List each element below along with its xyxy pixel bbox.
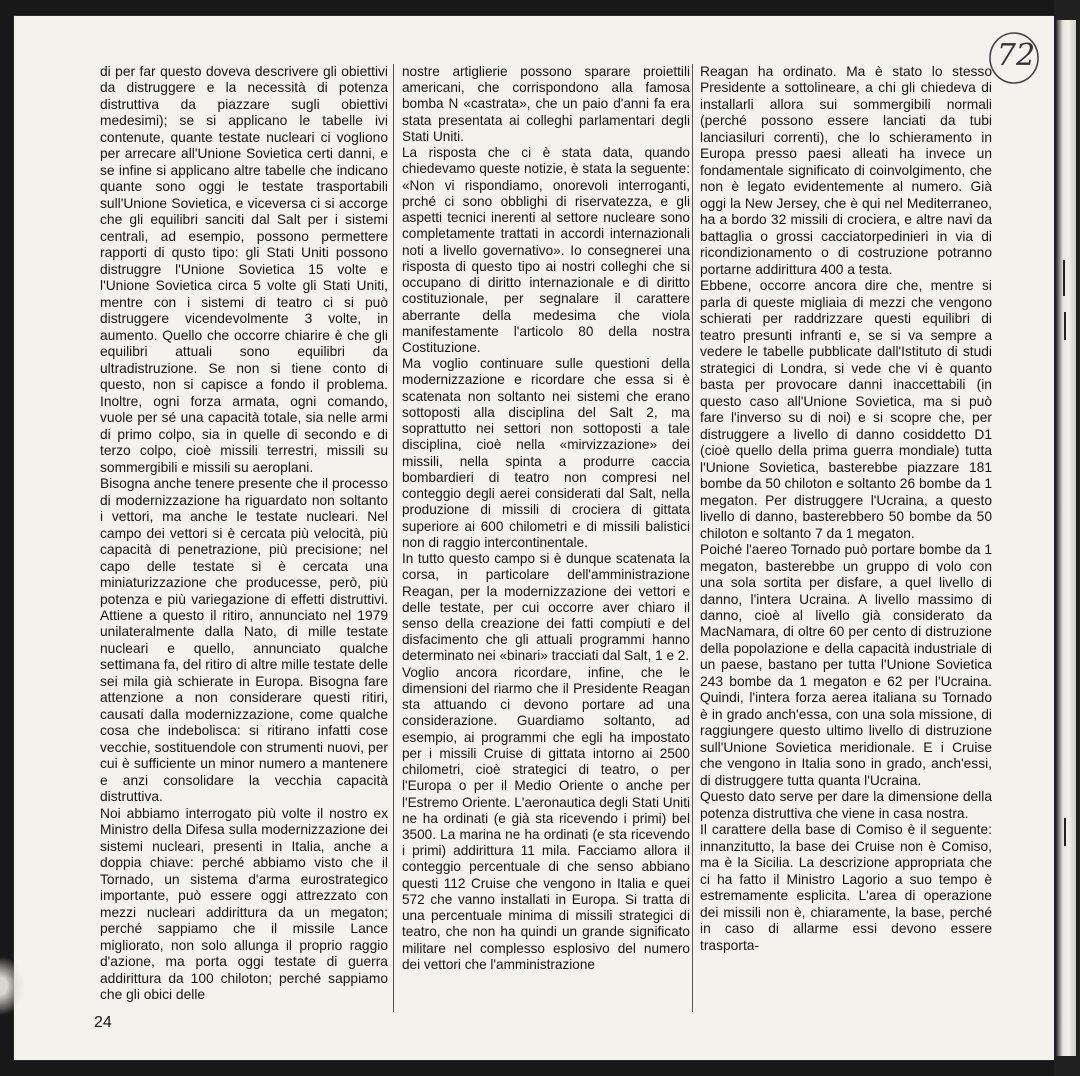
page-number: 24 bbox=[94, 1014, 112, 1031]
column-divider bbox=[393, 64, 394, 1012]
paragraph: Ebbene, occorre ancora dire che, mentre si parla di queste migliaia di mezzi che vengono schierati per raddrizzare questi equilibri di teatro presunti infranti e, se si va sempre a vedere le tabelle pubblicate dall'Istituto di studi strategici di Londra, si vede che vi è quanto basta per provocare danni inaccettabili (in questo caso all'Unione Sovietica, ma si può fare l'inverso su di noi) e si scopre che, per distruggere a livello di danno cosiddetto D1 (cioè quello della prima guerra mondiale) tutta l'Unione Sovietica, basterebbe piazzare 181 bombe da 50 chiloton e soltanto 26 bombe da 1 megaton. Per distruggere l'Ucraina, a questo livello di danno, basterebbero 50 bombe da 50 chiloton e soltanto 7 da 1 megaton. bbox=[700, 278, 992, 541]
text-column-3 bbox=[700, 64, 992, 954]
paragraph: In tutto questo campo si è dunque scatenata la corsa, in particolare dell'amministrazione Reagan, per la modernizzazione dei vettori e delle testate, per cui occorre aver chiaro il senso della creazione dei fatti compiuti e del disfacimento che gli attuali programmi hanno determinato nei «binari» tracciati dal Salt, 1 e 2. bbox=[402, 551, 690, 664]
paragraph: nostre artiglierie possono sparare proiettili americani, che corrispondono alla famosa bomba N «castrata», che un paio d'anni fa era stata presentata ai colleghi parlamentari degli Stati Uniti. bbox=[402, 64, 690, 144]
paragraph: Noi abbiamo interrogato più volte il nostro ex Ministro della Difesa sulla modernizzazione dei sistemi nucleari, presenti in Italia, anche a doppia chiave: perché abbiamo visto che il Tornado, un sistema d'arma eurostrategico importante, può essere oggi attrezzato con mezzi nucleari addirittura da un megaton; perché sappiamo che il missile Lance migliorato, non solo allunga il proprio raggio d'azione, ma porta oggi testate di guerra addirittura da 100 chiloton; perché sappiamo che gli obici delle bbox=[100, 805, 388, 1003]
paragraph: La risposta che ci è stata data, quando chiedevamo queste notizie, è stata la seguente: «Non vi rispondiamo, onorevoli interroganti, prché ci sono obblighi di riservatezza, e gli aspetti tecnici inerenti al settore nucleare sono completamente trattati in accordi internazionali noti a livello governativo». Io consegnerei una risposta di questo tipo ai nostri colleghi che si occupano di diritto internazionale e di diritto costituzionale, per segnalare il carattere aberrante della medesima che viola manifestamente l'articolo 80 della nostra Costituzione. bbox=[402, 145, 690, 355]
text-column-1 bbox=[100, 64, 388, 1004]
paragraph: Il carattere della base di Comiso è il seguente: innanzitutto, la base dei Cruise non è Comiso, ma è la Sicilia. La descrizione appropriata che ci ha fatto il Ministro Lagorio a suo tempo è estremamente esplicita. L'area di operazione dei missili non è, chiaramente, la base, perché in caso di allarme essi devono essere trasporta- bbox=[700, 822, 992, 953]
handwritten-page-annotation: 72 bbox=[996, 38, 1036, 73]
binding-spine bbox=[1056, 20, 1076, 1056]
paragraph: Questo dato serve per dare la dimensione della potenza distruttiva che viene in casa nostra. bbox=[700, 789, 992, 821]
paragraph: Ma voglio continuare sulle questioni della modernizzazione e ricordare che essa si è scatenata non soltanto nei sistemi che erano sottoposti alla disciplina del Salt 2, ma soprattutto nei settori non sottoposti a tale disciplina, cioè nella «mirvizzazione» dei missili, nella spinta a produrre caccia bombardieri di teatro non compresi nel conteggio degli aerei considerati dal Salt, nella produzione di missili di crociera di gittata superiore ai 600 chilometri e di missili balistici non di raggio intercontinentale. bbox=[402, 356, 690, 550]
spine-mark bbox=[1064, 818, 1066, 846]
scan-smudge bbox=[0, 956, 26, 1016]
text-column-2 bbox=[402, 64, 690, 973]
paragraph: Voglio ancora ricordare, infine, che le dimensioni del riarmo che il Presidente Reagan sta attuando ci devono portare ad una considerazione. Guardiamo soltanto, ad esempio, ai programmi che egli ha impostato per i missili Cruise di gittata intorno ai 2500 chilometri, cioè strategici di teatro, o per l'Europa o per il Medio Oriente o anche per l'Estremo Oriente. L'aeronautica degli Stati Uniti ne ha ordinati (e già sta ricevendo i primi) bel 3500. La marina ne ha ordinati (e sta ricevendo i primi) addirittura 11 mila. Facciamo allora il conteggio percentuale di che senso abbiano questi 112 Cruise che vengono in Italia e quei 572 che vanno installati in Europa. Si tratta di una percentuale minima di missili strategici di teatro, che non ha quindi un grande significato militare nel complesso esplosivo del numero dei vettori che l'amministrazione bbox=[402, 664, 690, 972]
spine-mark bbox=[1064, 312, 1066, 340]
spine-mark bbox=[1063, 260, 1065, 296]
paragraph: di per far questo doveva descrivere gli obiettivi da distruggere e la necessità di potenza distruttiva da piazzare sugli obiettivi medesimi); se si applicano le tabelle ivi contenute, quante testate nucleari ci vogliono per arrecare all'Unione Sovietica certi danni, e se infine si applicano altre tabelle che indicano quante sono oggi le testate trasportabili sull'Unione Sovietica, e viceversa ci si accorge che gli equilibri sanciti dal Salt per i sistemi centrali, ad esempio, possono permettere rapporti di qusto tipo: gli Stati Uniti possono distruggre l'Unione Sovietica 15 volte e l'Unione Sovietica circa 5 volte gli Stati Uniti, mentre con i sistemi di teatro ci si può distruggere vicendevolmente 3 volte, in aumento. Quello che occorre chiarire è che gli equilibri attuali sono equilibri da ultradistruzione. Se non si tiene conto di questo, non si capisce a fondo il problema. Inoltre, ogni forza armata, ogni comando, vuole per sé una capacità totale, sia nelle armi di primo colpo, sia in quelle di secondo e di terzo colpo, cioè missili terrestri, missili su sommergibili e missili su aeroplani. bbox=[100, 64, 388, 475]
paragraph: Bisogna anche tenere presente che il processo di modernizzazione ha riguardato non soltanto i vettori, ma anche le testate nucleari. Nel campo dei vettori si è cercata più velocità, più capacità di penetrazione, più precisione; nel capo delle testate si è cercata una miniaturizzazione che producesse, però, più potenza e più variegazione di effetti distruttivi. Attiene a questo il ritiro, annunciato nel 1979 unilateralmente dalla Nato, di mille testate nucleari e quello, annunciato qualche settimana fa, del ritiro di altre mille testate delle sei mila già schierate in Europa. Bisogna fare attenzione a non considerare questi ritiri, causati dalla modernizzazione, come qualche cosa che indebolisca: si ritirano infatti cose vecchie, sostituendole con strumenti nuovi, per cui è sufficiente un minor numero a mantenere e anzi consolidare la vecchia capacità distruttiva. bbox=[100, 476, 388, 805]
paragraph: Poiché l'aereo Tornado può portare bombe da 1 megaton, basterebbe un gruppo di volo con una sola sortita per disfare, a quel livello di danno, l'intera Ucraina. A livello massimo di danno, cioè al livello già considerato da MacNamara, di oltre 60 per cento di distruzione della popolazione e della capacità industriale di un paese, bastano per tutta l'Unione Sovietica 243 bombe da 1 megaton e 62 per l'Ucraina. Quindi, l'intera forza aerea italiana su Tornado è in grado anch'essa, con una sola missione, di raggiungere questo ultimo livello di distruzione sull'Unione Sovietica meridionale. E i Cruise che vengono in Italia sono in grado, anch'essi, di distruggere tutta quanta l'Ucraina. bbox=[700, 542, 992, 788]
paragraph: Reagan ha ordinato. Ma è stato lo stesso Presidente a sottolineare, a chi gli chiedeva di installarli allora sui sommergibili normali (perché possono essere lanciati da tubi lanciasiluri correnti), che lo schieramento in Europa presso paesi alleati ha invece un fondamentale significato di coinvolgimento, che non è legato evidentemente al numero. Già oggi la New Jersey, che è qui nel Mediterraneo, ha a bordo 32 missili di crociera, e altre navi da battaglia o grossi cacciatorpedinieri in via di ricondizionamento o di costruzione potranno portarne addirittura 400 a testa. bbox=[700, 64, 992, 277]
column-divider bbox=[692, 64, 693, 1012]
